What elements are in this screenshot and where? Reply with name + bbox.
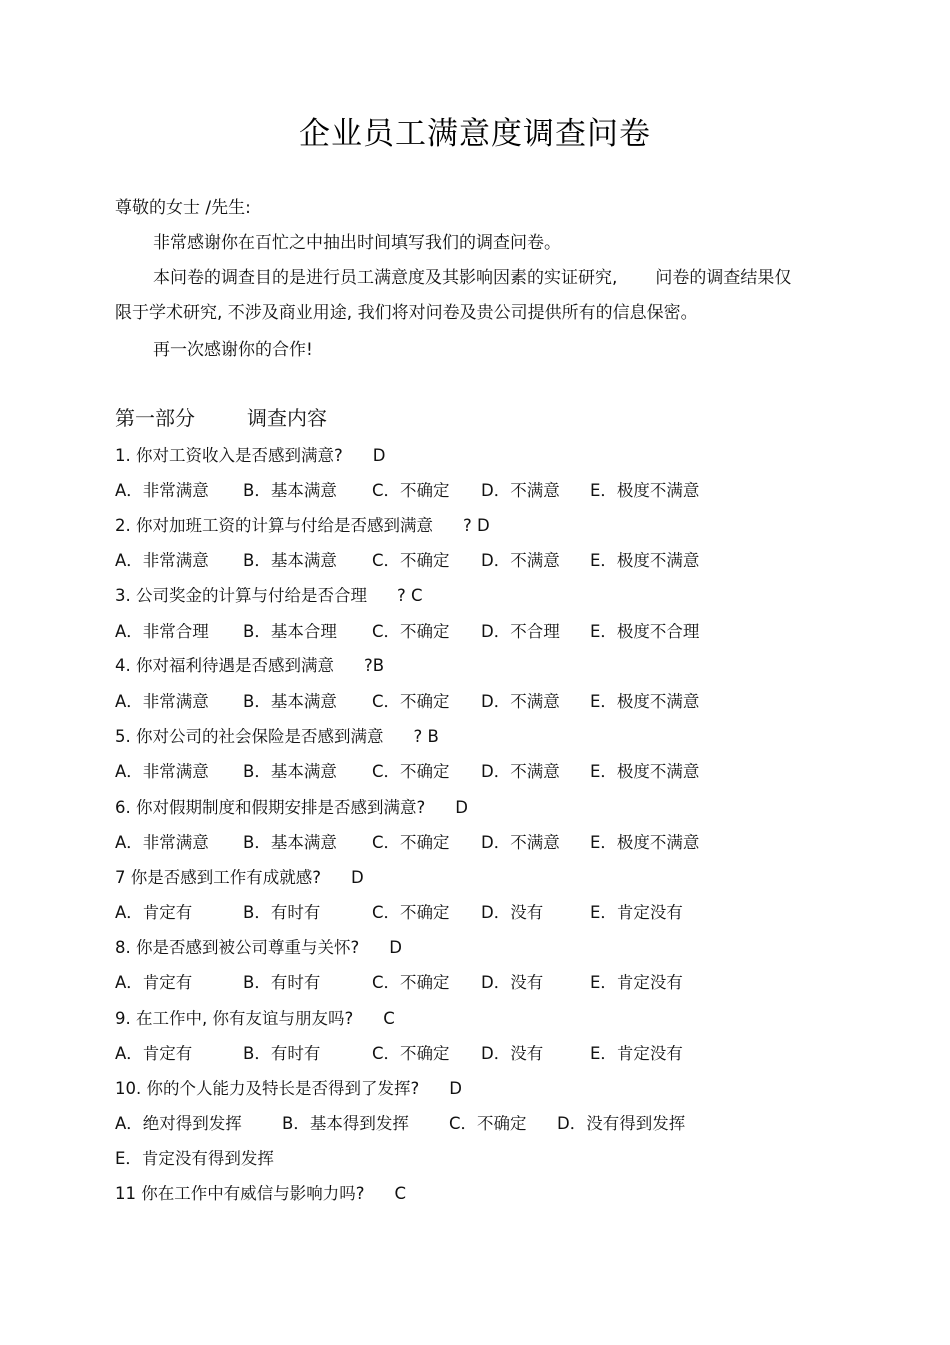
option-b: B．有时有 <box>243 1044 321 1063</box>
option-e: E．肯定没有得到发挥 <box>115 1149 274 1168</box>
question-text: 6. 你对假期制度和假期安排是否感到满意? <box>115 798 426 817</box>
option-e: E．极度不满意 <box>590 762 700 781</box>
question-1 <box>115 448 385 465</box>
option-b: B．基本合理 <box>243 622 337 641</box>
question-7 <box>115 870 364 887</box>
question-text: 3. 公司奖金的计算与付给是否合理 <box>115 586 367 605</box>
intro-thanks: 非常感谢你在百忙之中抽出时间填写我们的调查问卷。 <box>153 233 561 253</box>
question-4 <box>115 658 384 675</box>
option-d: D．没有 <box>481 1044 544 1063</box>
option-b: B．基本满意 <box>243 833 337 852</box>
option-a: A．非常满意 <box>115 833 209 852</box>
question-answer: D <box>455 798 468 817</box>
option-d: D．不满意 <box>481 833 560 852</box>
question-text: 5. 你对公司的社会保险是否感到满意 <box>115 727 384 746</box>
question-11 <box>115 1186 406 1203</box>
question-answer: D <box>372 446 386 465</box>
option-c: C．不确定 <box>372 692 450 711</box>
question-10 <box>115 1081 462 1098</box>
question-text: 9. 在工作中, 你有友谊与朋友吗? <box>115 1009 354 1028</box>
question-answer: D <box>351 868 364 887</box>
question-text: 11 你在工作中有威信与影响力吗? <box>115 1184 365 1203</box>
option-d: D．不满意 <box>481 481 560 500</box>
question-text: 4. 你对福利待遇是否感到满意 <box>115 656 334 675</box>
question-3 <box>115 588 423 605</box>
question-6 <box>115 800 468 817</box>
option-d: D．不满意 <box>481 762 560 781</box>
option-b: B．基本满意 <box>243 481 337 500</box>
option-d: D．没有得到发挥 <box>557 1114 686 1133</box>
option-e: E．极度不满意 <box>590 551 700 570</box>
option-a: A．绝对得到发挥 <box>115 1114 242 1133</box>
question-answer: C <box>394 1184 407 1203</box>
option-e: E．极度不合理 <box>590 622 700 641</box>
option-c: C．不确定 <box>372 973 450 992</box>
option-d: D．不合理 <box>481 622 560 641</box>
option-b: B．基本得到发挥 <box>282 1114 409 1133</box>
option-b: B．基本满意 <box>243 551 337 570</box>
option-e: E．肯定没有 <box>590 903 683 922</box>
option-c: C．不确定 <box>372 622 450 641</box>
question-answer: ? C <box>397 586 423 605</box>
document-title: 企业员工满意度调查问卷 <box>299 116 651 152</box>
question-text: 2. 你对加班工资的计算与付给是否感到满意 <box>115 516 433 535</box>
option-b: B．基本满意 <box>243 692 337 711</box>
question-5 <box>115 729 439 746</box>
question-answer: D <box>389 938 402 957</box>
option-e: E．极度不满意 <box>590 692 700 711</box>
option-a: A．肯定有 <box>115 903 193 922</box>
intro-purpose-part2: 问卷的调查结果仅 <box>655 268 792 288</box>
option-a: A．非常合理 <box>115 622 209 641</box>
section-name: 调查内容 <box>247 406 327 430</box>
question-text: 7 你是否感到工作有成就感? <box>115 868 322 887</box>
option-b: B．有时有 <box>243 973 321 992</box>
option-b: B．有时有 <box>243 903 321 922</box>
section-label: 第一部分 <box>115 406 195 430</box>
option-d: D．没有 <box>481 903 544 922</box>
question-text: 10. 你的个人能力及特长是否得到了发挥? <box>115 1079 420 1098</box>
question-9 <box>115 1011 395 1028</box>
question-8 <box>115 940 402 957</box>
option-c: C．不确定 <box>372 1044 450 1063</box>
intro-purpose <box>153 270 791 287</box>
intro-purpose-part1: 本问卷的调查目的是进行员工满意度及其影响因素的实证研究, <box>153 268 618 288</box>
option-d: D．不满意 <box>481 692 560 711</box>
option-a: A．肯定有 <box>115 1044 193 1063</box>
option-e: E．极度不满意 <box>590 481 700 500</box>
question-text: 1. 你对工资收入是否感到满意? <box>115 446 343 465</box>
option-e: E．肯定没有 <box>590 973 683 992</box>
question-answer: C <box>383 1009 395 1028</box>
option-a: A．肯定有 <box>115 973 193 992</box>
option-c: C．不确定 <box>372 833 450 852</box>
intro-closing: 再一次感谢你的合作! <box>153 340 313 360</box>
option-c: C．不确定 <box>372 551 450 570</box>
option-c: C．不确定 <box>372 903 450 922</box>
option-c: C．不确定 <box>449 1114 527 1133</box>
option-e: E．肯定没有 <box>590 1044 683 1063</box>
intro-privacy: 限于学术研究, 不涉及商业用途, 我们将对问卷及贵公司提供所有的信息保密。 <box>115 303 698 323</box>
option-a: A．非常满意 <box>115 551 209 570</box>
question-text: 8. 你是否感到被公司尊重与关怀? <box>115 938 360 957</box>
option-e: E．极度不满意 <box>590 833 700 852</box>
option-a: A．非常满意 <box>115 692 209 711</box>
option-c: C．不确定 <box>372 762 450 781</box>
option-a: A．非常满意 <box>115 481 209 500</box>
question-answer: ? B <box>413 727 439 746</box>
salutation: 尊敬的女士 /先生: <box>115 198 251 218</box>
question-answer: D <box>449 1079 462 1098</box>
question-answer: ? D <box>463 516 490 535</box>
option-c: C．不确定 <box>372 481 450 500</box>
option-a: A．非常满意 <box>115 762 209 781</box>
option-d: D．没有 <box>481 973 544 992</box>
question-2 <box>115 518 490 535</box>
question-answer: ?B <box>364 656 385 675</box>
option-b: B．基本满意 <box>243 762 337 781</box>
option-d: D．不满意 <box>481 551 560 570</box>
